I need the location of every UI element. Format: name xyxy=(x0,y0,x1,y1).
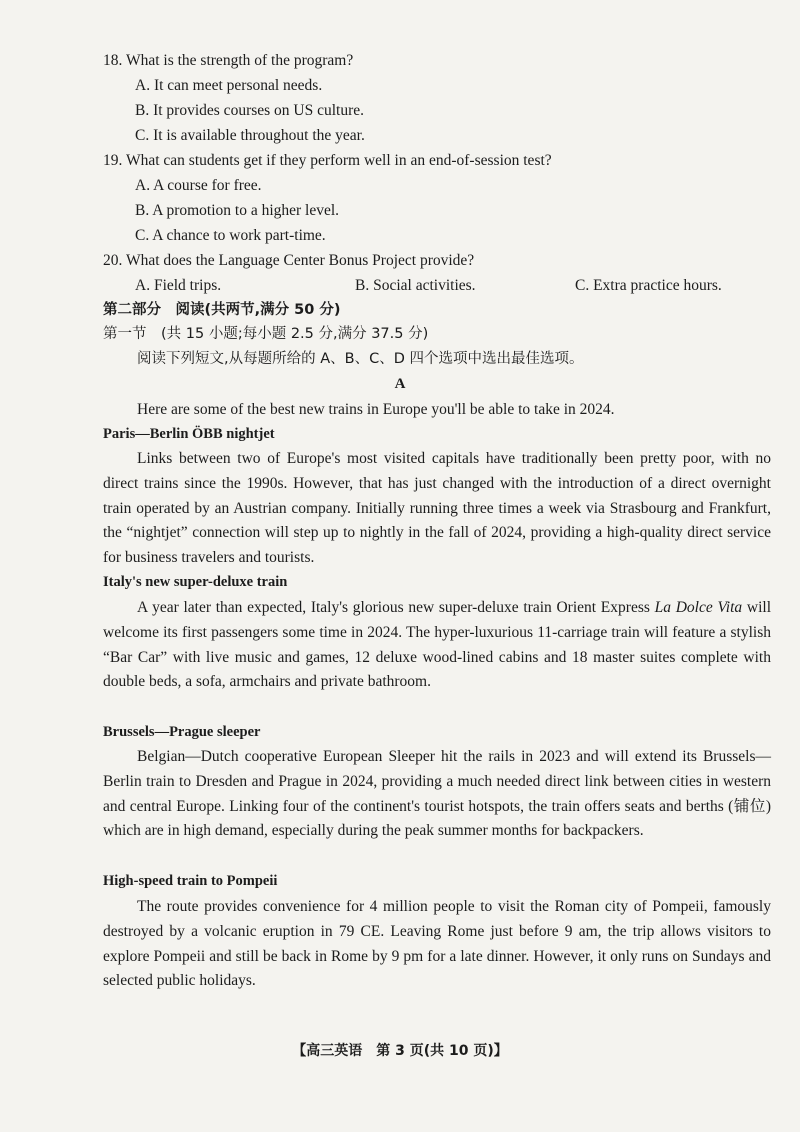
paragraph-italy-text-2: will welcome its first passengers some time in 2024. The hyper-luxurious 11-carriage train will feature a stylish “Bar Car” with live music and games, 12 deluxe wood-lined cabins and 18 master suites complete with double beds, a sofa, armchairs and private bathroom. xyxy=(103,599,771,691)
section1-title: 第一节 (共 15 小题;每小题 2.5 分,满分 37.5 分) xyxy=(103,326,429,342)
paragraph-italy-train xyxy=(103,596,771,695)
heading-paris-berlin: Paris—Berlin ÖBB nightjet xyxy=(103,426,275,442)
paragraph-pompeii-text: The route provides convenience for 4 million people to visit the Roman city of Pompeii, famously destroyed by a volcanic eruption in 79 CE. Leaving Rome just before 9 am, the trip allows visitors to explore Pompeii and still be back in Rome by 9 pm for a late dinner. However, it only runs on Sundays and selected public holidays. xyxy=(103,898,771,990)
q18-option-a: A. It can meet personal needs. xyxy=(135,77,323,94)
paragraph-brussels-prague xyxy=(103,745,771,844)
q19-option-b: B. A promotion to a higher level. xyxy=(135,202,340,219)
reading-instruction: 阅读下列短文,从每题所给的 A、B、C、D 四个选项中选出最佳选项。 xyxy=(137,351,584,367)
heading-pompeii: High-speed train to Pompeii xyxy=(103,873,278,889)
page-footer: 【高三英语 第 3 页(共 10 页)】 xyxy=(292,1043,508,1059)
q19-option-c: C. A chance to work part-time. xyxy=(135,227,326,244)
q20-option-a: A. Field trips. xyxy=(135,277,222,294)
q19-option-a: A. A course for free. xyxy=(135,177,262,194)
question-18: 18. What is the strength of the program? xyxy=(103,52,354,69)
q20-option-c: C. Extra practice hours. xyxy=(575,277,722,294)
q18-option-c: C. It is available throughout the year. xyxy=(135,127,365,144)
paragraph-brussels-text: Belgian—Dutch cooperative European Sleeper hit the rails in 2023 and will extend its Brussels—Berlin train to Dresden and Prague in 2024, providing a much needed direct link between cities in western and central Europe. Linking four of the continent's tourist hotspots, the train offers seats and berths (铺位) which are in high demand, especially during the peak summer months for backpackers. xyxy=(103,748,771,840)
paragraph-paris-berlin-text: Links between two of Europe's most visited capitals have traditionally been pretty poor, with no direct trains since the 1990s. However, that has just changed with the introduction of a direct overnight train operated by an Austrian company. Initially running three times a week via Strasbourg and Frankfurt, the “nightjet” connection will step up to nightly in the fall of 2024, providing a high-quality direct service for business travelers and tourists. xyxy=(103,450,771,567)
paragraph-italy-text-1: A year later than expected, Italy's glorious new super-deluxe train Orient Express xyxy=(137,599,655,616)
passage-intro: Here are some of the best new trains in Europe you'll be able to take in 2024. xyxy=(137,401,615,418)
question-20: 20. What does the Language Center Bonus Project provide? xyxy=(103,252,475,269)
paragraph-paris-berlin xyxy=(103,447,771,571)
passage-letter: A xyxy=(394,376,406,392)
heading-brussels-prague: Brussels—Prague sleeper xyxy=(103,724,261,740)
train-name-italic: La Dolce Vita xyxy=(654,599,743,616)
heading-italy-train: Italy's new super-deluxe train xyxy=(103,574,288,590)
q18-option-b: B. It provides courses on US culture. xyxy=(135,102,365,119)
paragraph-pompeii xyxy=(103,895,771,994)
part2-title: 第二部分 阅读(共两节,满分 50 分) xyxy=(103,302,341,318)
question-19: 19. What can students get if they perform well in an end-of-session test? xyxy=(103,152,552,169)
q20-option-b: B. Social activities. xyxy=(355,277,476,294)
